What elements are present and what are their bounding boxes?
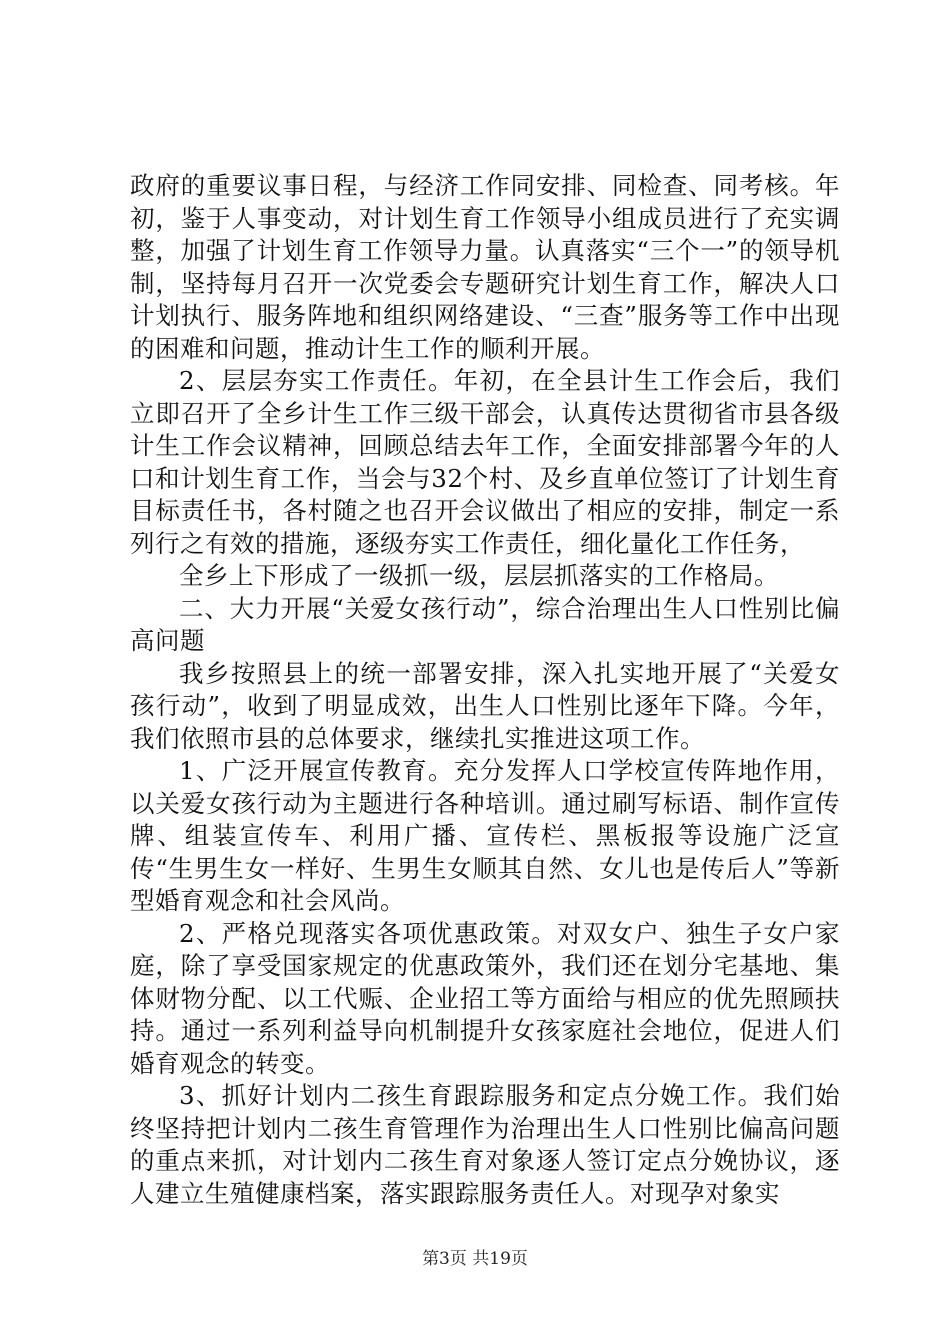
paragraph-publicity-education: 1、广泛开展宣传教育。充分发挥人口学校宣传阵地作用，以关爱女孩行动为主题进行各种培训。通过刷写标语、制作宣传牌、组装宣传车、利用广播、宣传栏、黑板报等设施广泛宣传“生男生女一样好、生男生女顺其自然、女儿也是传后人”等新型婚育观念和社会风尚。: [130, 756, 840, 915]
paragraph-leadership-mechanism: 政府的重要议事日程，与经济工作同安排、同检查、同考核。年初，鉴于人事变动，对计划生育工作领导小组成员进行了充实调整，加强了计划生育工作领导力量。认真落实“三个一”的领导机制，坚持每月召开一次党委会专题研究计划生育工作，解决人口计划执行、服务阵地和组织网络建设、“三查”服务等工作中出现的困难和问题，推动计生工作的顺利开展。: [130, 171, 840, 363]
paragraph-work-pattern: 全乡上下形成了一级抓一级，层层抓落实的工作格局。: [179, 561, 779, 590]
section-heading-care-for-girls: 二、大力开展“关爱女孩行动”，综合治理出生人口性别比偏高问题: [130, 593, 840, 655]
paragraph-preferential-policies: 2、严格兑现落实各项优惠政策。对双女户、独生子女户家庭，除了享受国家规定的优惠政策外，我们还在划分宅基地、集体财物分配、以工代赈、企业招工等方面给与相应的优先照顾扶持。通过一系列利益导向机制提升女孩家庭社会地位，促进人们婚育观念的转变。: [130, 918, 840, 1078]
document-body: [130, 170, 840, 1210]
paragraph-care-for-girls-intro: 我乡按照县上的统一部署安排，深入扎实地开展了“关爱女孩行动”，收到了明显成效，出生人口性别比逐年下降。今年，我们依照市县的总体要求，继续扎实推进这项工作。: [130, 658, 840, 753]
page-number-footer: 第3页 共19页: [422, 1249, 528, 1269]
paragraph-second-child-service: 3、抓好计划内二孩生育跟踪服务和定点分娩工作。我们始终坚持把计划内二孩生育管理作为治理出生人口性别比偏高问题的重点来抓，对计划内二孩生育对象逐人签订定点分娩协议，逐人建立生殖健康档案，落实跟踪服务责任人。对现孕对象实: [130, 1081, 840, 1208]
paragraph-work-responsibility: 2、层层夯实工作责任。年初，在全县计生工作会后，我们立即召开了全乡计生工作三级干部会，认真传达贯彻省市县各级计生工作会议精神，回顾总结去年工作，全面安排部署今年的人口和计划生育工作，当会与32个村、及乡直单位签订了计划生育目标责任书，各村随之也召开会议做出了相应的安排，制定一系列行之有效的措施，逐级夯实工作责任，细化量化工作任务，: [130, 366, 840, 558]
